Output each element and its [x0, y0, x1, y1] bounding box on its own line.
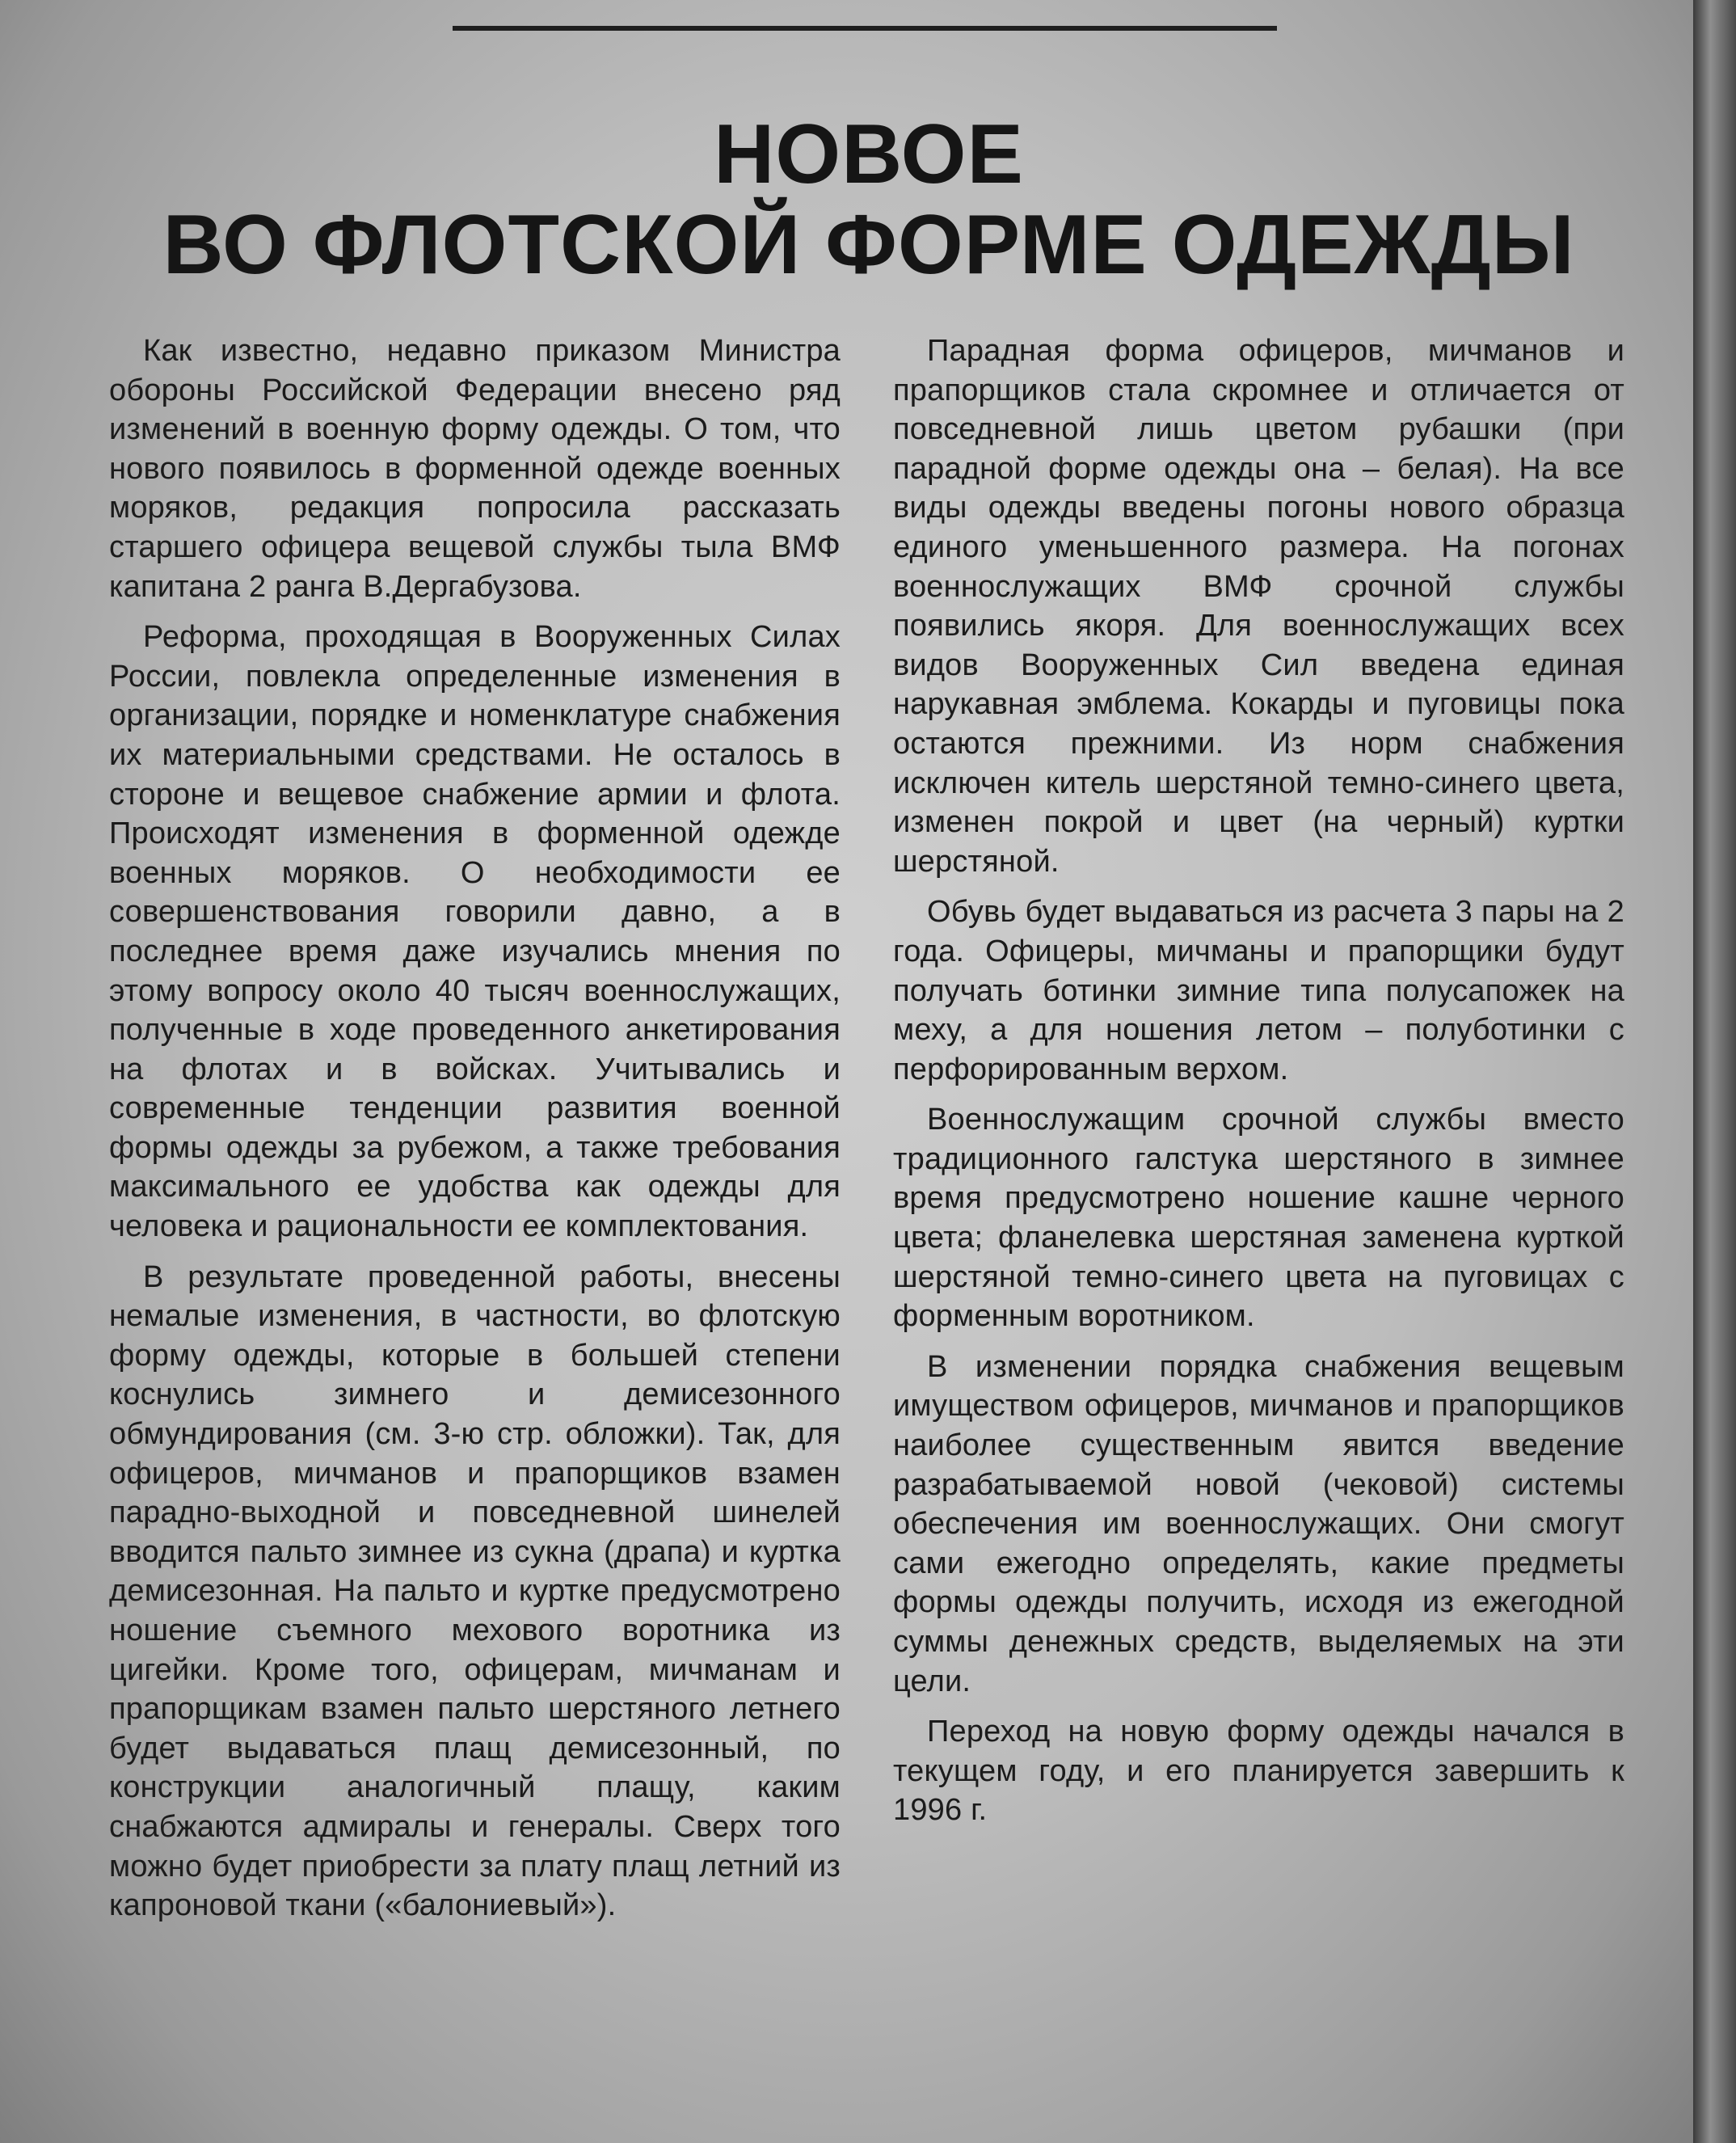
left-column [109, 331, 841, 1937]
paragraph: Парадная форма офицеров, мичманов и прапорщиков стала скромнее и отличается от повседневной лишь цветом рубашки (при парадной форме одежды она – белая). На все виды одежды введены погоны нового образца единого уменьшенного размера. На погонах военнослужащих ВМФ срочной службы появились якоря. Для военнослужащих всех видов Вооруженных Сил введена единая нарукавная эмблема. Кокарды и пуговицы пока остаются прежними. Из норм снабжения исключен китель шерстяной темно-синего цвета, изменен покрой и цвет (на черный) куртки шерстяной. [893, 334, 1624, 879]
paragraph: Реформа, проходящая в Вооруженных Силах России, повлекла определенные изменения в организации, порядке и номенклатуре снабжения их материальными средствами. Не осталось в стороне и вещевое снабжение армии и флота. Происходят изменения в форменной одежде военных моряков. О необходимости ее совершенствования говорили давно, а в последнее время даже изучались мнения по этому вопросу около 40 тысяч военнослужащих, полученные в ходе проведенного анкетирования на флотах и в войсках. Учитывались и современные тенденции развития военной формы одежды за рубежом, а также требования максимального ее удобства как одежды для человека и рациональности ее комплектования. [109, 620, 841, 1244]
article-body [109, 331, 1624, 1937]
paragraph: Обувь будет выдаваться из расчета 3 пары на 2 года. Офицеры, мичманы и прапорщики будут получать ботинки зимние типа полусапожек на меху, а для ношения летом – полуботинки с перфорированным верхом. [893, 895, 1624, 1086]
paragraph: В изменении порядка снабжения вещевым имуществом офицеров, мичманов и прапорщиков наиболее существенным явится введение разрабатываемой новой (чековой) системы обеспечения им военнослужащих. Они смогут сами ежегодно определять, какие предметы формы одежды получить, исходя из ежегодной суммы денежных средств, выделяемых на эти цели. [893, 1349, 1624, 1698]
paragraph: Как известно, недавно приказом Министра обороны Российской Федерации внесено ряд изменений в военную форму одежды. О том, что нового появилось в форменной одежде военных моряков, редакция попросила рассказать старшего офицера вещевой службы тыла ВМФ капитана 2 ранга В.Дергабузова. [109, 334, 841, 604]
paragraph: Переход на новую форму одежды начался в текущем году, и его планируется завершить к 1996 г. [893, 1715, 1624, 1828]
paragraph: В результате проведенной работы, внесены немалые изменения, в частности, во флотскую форму одежды, которые в большей степени коснулись зимнего и демисезонного обмундирования (см. 3-ю стр. обложки). Так, для офицеров, мичманов и прапорщиков взамен парадно-выходной и повседневной шинелей вводится пальто зимнее из сукна (драпа) и куртка демисезонная. На пальто и куртке предусмотрено ношение съемного мехового воротника из цигейки. Кроме того, офицерам, мичманам и прапорщикам взамен пальто шерстяного летнего будет выдаваться плащ демисезонный, по конструкции аналогичный плащу, каким снабжаются адмиралы и генералы. Сверх того можно будет приобрести за плату плащ летний из капроновой ткани («балониевый»). [109, 1259, 841, 1923]
article-title [81, 109, 1657, 290]
article-title-line-2: ВО ФЛОТСКОЙ ФОРМЕ ОДЕЖДЫ [162, 198, 1575, 292]
right-column [893, 331, 1624, 1937]
paragraph: Военнослужащим срочной службы вместо традиционного галстука шерстяного в зимнее время предусмотрено ношение кашне черного цвета; фланелевка шерстяная заменена курткой шерстяной темно-синего цвета на пуговицах с форменным воротником. [893, 1103, 1624, 1334]
article-title-line-1: НОВОЕ [714, 108, 1024, 201]
page-binding-edge [1693, 0, 1736, 2143]
top-rule-divider [453, 26, 1277, 31]
